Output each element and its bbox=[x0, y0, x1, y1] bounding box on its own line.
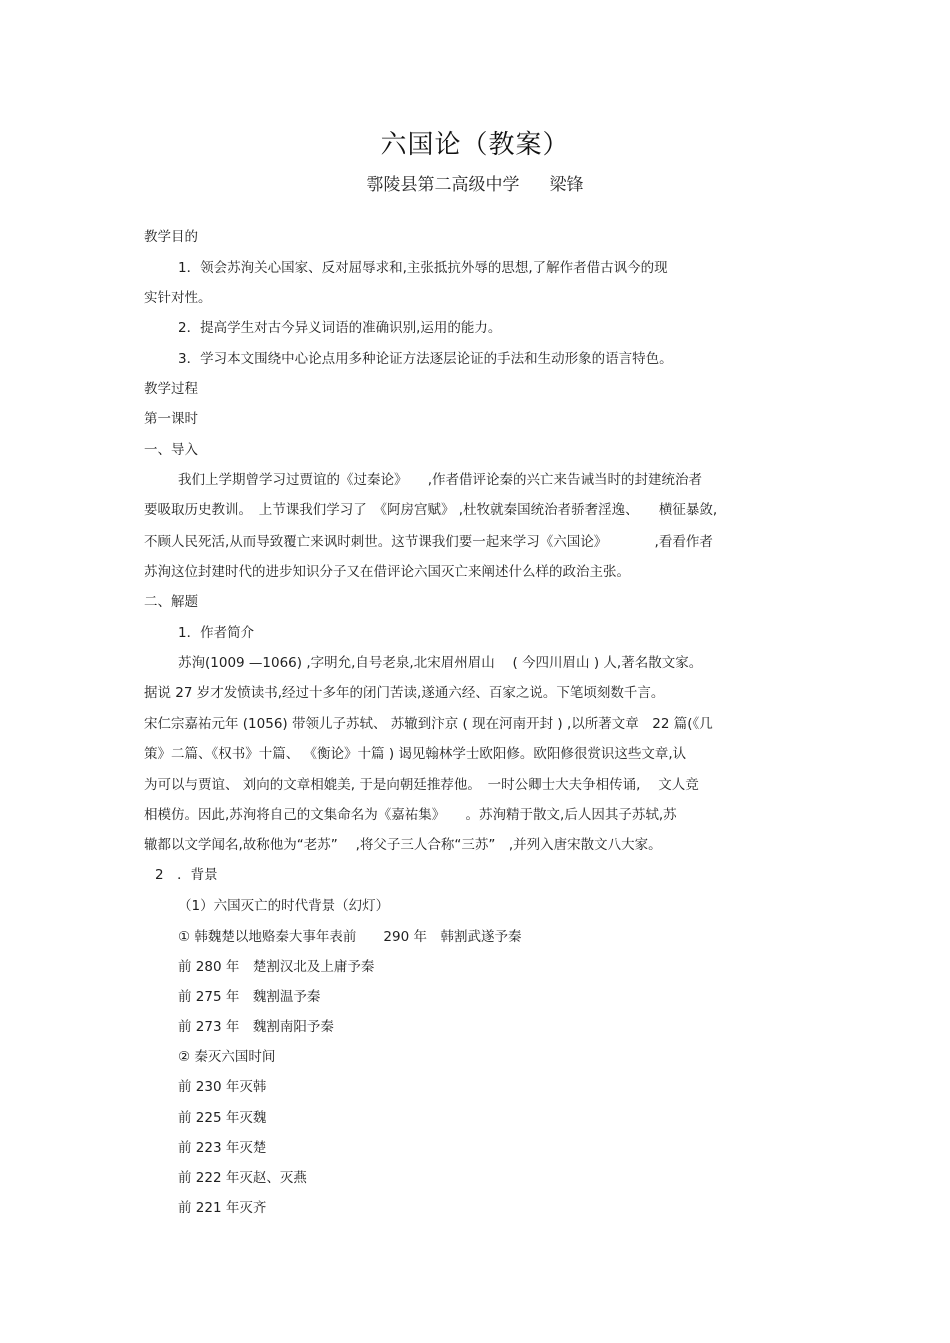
paragraph-line: 策》二篇、《权书》十篇、 《衡论》十篇 ) 谒见翰林学士欧阳修。欧阳修很赏识这些文章,认 bbox=[144, 746, 687, 762]
list-item: 前 230 年灭韩 bbox=[178, 1079, 267, 1095]
list-item: 前 280 年 楚割汉北及上庸予秦 bbox=[178, 959, 375, 975]
paragraph-line: 苏洵(1009 —1066) ,字明允,自号老泉,北宋眉州眉山 ( 今四川眉山 ) 人,著名散文家。 bbox=[178, 655, 703, 671]
paragraph-line: 辙都以文学闻名,故称他为“老苏” ,将父子三人合称“三苏” ,并列入唐宋散文八大家。 bbox=[144, 837, 662, 853]
list-item: ② 秦灭六国时间 bbox=[178, 1049, 276, 1065]
school-name: 鄠陵县第二高级中学 bbox=[366, 175, 520, 195]
page-title: 六国论（教案） bbox=[380, 130, 570, 160]
paragraph-line: 1．领会苏洵关心国家、反对屈辱求和,主张抵抗外辱的思想,了解作者借古讽今的现 bbox=[178, 260, 668, 276]
paragraph-line: 相模仿。因此,苏洵将自己的文集命名为《嘉祐集》 。苏洵精于散文,后人因其子苏轼,苏 bbox=[144, 807, 677, 823]
section-heading: 一、导入 bbox=[144, 442, 198, 458]
section-heading: 教学过程 bbox=[144, 381, 198, 397]
list-item: 前 222 年灭赵、灭燕 bbox=[178, 1170, 307, 1186]
list-heading: （1）六国灭亡的时代背景（幻灯） bbox=[178, 898, 390, 914]
paragraph-line: 要吸取历史教训。 上节课我们学习了 《阿房宫赋》 ,杜牧就秦国统治者骄奢淫逸、 横征暴敛, bbox=[144, 502, 718, 518]
paragraph-line: 实针对性。 bbox=[144, 290, 212, 306]
paragraph-line: 据说 27 岁才发愤读书,经过十多年的闭门苦读,遂通六经、百家之说。下笔顷刻数千言。 bbox=[144, 685, 665, 701]
list-item: ① 韩魏楚以地赂秦大事年表前 290 年 韩割武遂予秦 bbox=[178, 929, 522, 945]
list-item: 前 223 年灭楚 bbox=[178, 1140, 267, 1156]
paragraph-line: 3．学习本文围绕中心论点用多种论证方法逐层论证的手法和生动形象的语言特色。 bbox=[178, 351, 673, 367]
paragraph-line: 宋仁宗嘉祐元年 (1056) 带领儿子苏轼、 苏辙到汴京 ( 现在河南开封 ) ,以所著文章 22 篇(《几 bbox=[144, 716, 713, 732]
section-heading: 教学目的 bbox=[144, 229, 198, 245]
list-item: 前 273 年 魏割南阳予秦 bbox=[178, 1019, 334, 1035]
paragraph-line: 2．提高学生对古今异义词语的准确识别,运用的能力。 bbox=[178, 320, 502, 336]
list-item: 前 221 年灭齐 bbox=[178, 1200, 267, 1216]
paragraph-line: 我们上学期曾学习过贾谊的《过秦论》 ,作者借评论秦的兴亡来告诫当时的封建统治者 bbox=[178, 472, 703, 488]
page-subtitle bbox=[0, 170, 950, 195]
subsection-heading: 1．作者简介 bbox=[178, 625, 255, 641]
list-item: 前 275 年 魏割温予秦 bbox=[178, 989, 321, 1005]
paragraph-line: 为可以与贾谊、 刘向的文章相媲美, 于是向朝廷推荐他。 一时公卿士大夫争相传诵, 文人竞 bbox=[144, 777, 699, 793]
section-heading: 二、解题 bbox=[144, 594, 198, 610]
paragraph-line: 苏洵这位封建时代的进步知识分子又在借评论六国灭亡来阐述什么样的政治主张。 bbox=[144, 564, 630, 580]
author-name: 梁锋 bbox=[549, 175, 584, 195]
subsection-heading: 2 ．背景 bbox=[155, 867, 218, 883]
list-item: 前 225 年灭魏 bbox=[178, 1110, 267, 1126]
section-heading: 第一课时 bbox=[144, 411, 198, 427]
paragraph-line: 不顾人民死活,从而导致覆亡来讽时刺世。这节课我们要一起来学习《六国论》 ,看看作者 bbox=[144, 534, 713, 550]
